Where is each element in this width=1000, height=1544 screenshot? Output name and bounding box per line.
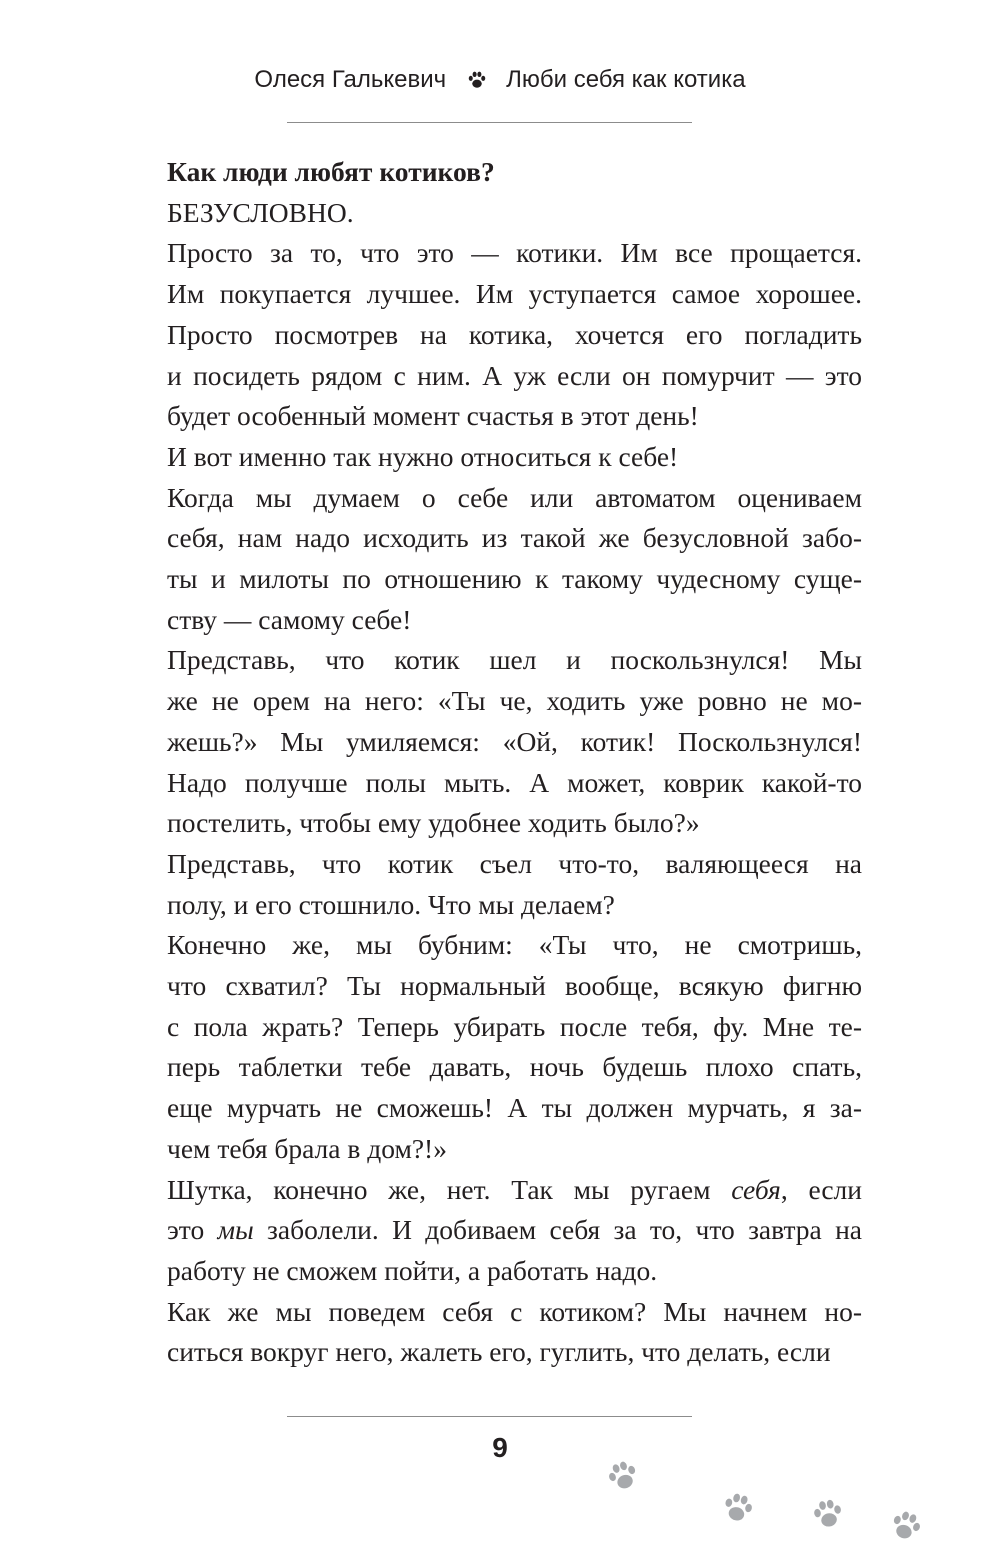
text-segment: это	[167, 1214, 218, 1246]
text-line: Как люди любят котиков?	[167, 156, 495, 187]
paw-icon	[466, 69, 488, 91]
body-paragraph	[117, 233, 862, 437]
text-line: Просто за то, что это — котики. Им все прощается.	[167, 237, 862, 269]
text-line: ты и милоты по отношению к такому чудесному суще-	[167, 563, 862, 595]
header-book-title: Люби себя как котика	[506, 66, 746, 93]
body-paragraph	[117, 925, 862, 1169]
text-line: Когда мы думаем о себе или автоматом оцениваем	[167, 481, 862, 513]
text-line: Представь, что котик шел и поскользнулся! Мы	[167, 644, 862, 676]
running-header	[0, 66, 1000, 94]
paw-icon	[603, 1458, 643, 1494]
text-line: что схватил? Ты нормальный вообще, всякую фигню	[167, 970, 862, 1002]
text-segment: заболели. И добиваем себя за то, что завтра на	[253, 1214, 862, 1246]
text-line: Надо получше полы мыть. А может, коврик какой-то	[167, 766, 862, 798]
text-line: И вот именно так нужно относиться к себе!	[167, 440, 679, 472]
text-line: еще мурчать не сможешь! А ты должен мурчать, я за-	[167, 1092, 862, 1124]
text-line: же не орем на него: «Ты че, ходить уже ровно не мо-	[167, 685, 862, 717]
body-paragraph	[117, 478, 862, 641]
text-line: будет особенный момент счастья в этот день!	[167, 400, 699, 432]
text-line: Как же мы поведем себя с котиком? Мы начнем но-	[167, 1295, 862, 1327]
body-paragraph	[117, 1170, 862, 1292]
text-line: с пола жрать? Теперь убирать после тебя, фу. Мне те-	[167, 1010, 862, 1042]
header-author: Олеся Галькевич	[254, 66, 447, 93]
text-line: жешь?» Мы умиляемся: «Ой, котик! Поскользнулся!	[167, 725, 862, 757]
text-line: чем тебя брала в дом?!»	[167, 1132, 447, 1164]
text-line: и посидеть рядом с ним. А уж если он помурчит — это	[167, 359, 862, 391]
text-segment: , если	[780, 1173, 862, 1205]
text-line: Им покупается лучшее. Им уступается самое хорошее.	[167, 278, 862, 310]
text-line: ству — самому себе!	[167, 603, 412, 635]
paw-icon	[718, 1490, 758, 1526]
paw-icon	[886, 1508, 926, 1544]
italic-word: себя	[731, 1173, 781, 1205]
page-body	[117, 152, 862, 1373]
text-line: работу не сможем пойти, а работать надо.	[167, 1254, 658, 1286]
text-line: постелить, чтобы ему удобнее ходить было?»	[167, 807, 700, 839]
italic-word: мы	[217, 1214, 254, 1246]
text-line: Просто посмотрев на котика, хочется его погладить	[167, 318, 862, 350]
body-paragraph	[117, 437, 862, 478]
text-segment: Шутка, конечно же, нет. Так мы ругаем	[167, 1173, 732, 1205]
footer-divider	[287, 1416, 692, 1417]
text-line: Представь, что котик съел что-то, валяющееся на	[167, 847, 862, 879]
text-line	[117, 1210, 862, 1251]
page-number: 9	[492, 1432, 508, 1463]
body-paragraph	[117, 193, 862, 234]
text-line	[117, 1170, 862, 1211]
text-line: полу, и его стошнило. Что мы делаем?	[167, 888, 615, 920]
body-paragraph	[117, 152, 862, 193]
header-divider	[287, 122, 692, 123]
text-line: ситься вокруг него, жалеть его, гуглить, что делать, если	[167, 1336, 831, 1368]
text-line: перь таблетки тебе давать, ночь будешь плохо спать,	[167, 1051, 862, 1083]
body-paragraph	[117, 640, 862, 844]
text-line: себя, нам надо исходить из такой же безусловной забо-	[167, 522, 862, 554]
paw-icon	[808, 1496, 848, 1532]
body-paragraph	[117, 844, 862, 925]
body-paragraph	[117, 1292, 862, 1373]
text-line: Конечно же, мы бубним: «Ты что, не смотришь,	[167, 929, 862, 961]
text-line: БЕЗУСЛОВНО.	[167, 196, 354, 228]
